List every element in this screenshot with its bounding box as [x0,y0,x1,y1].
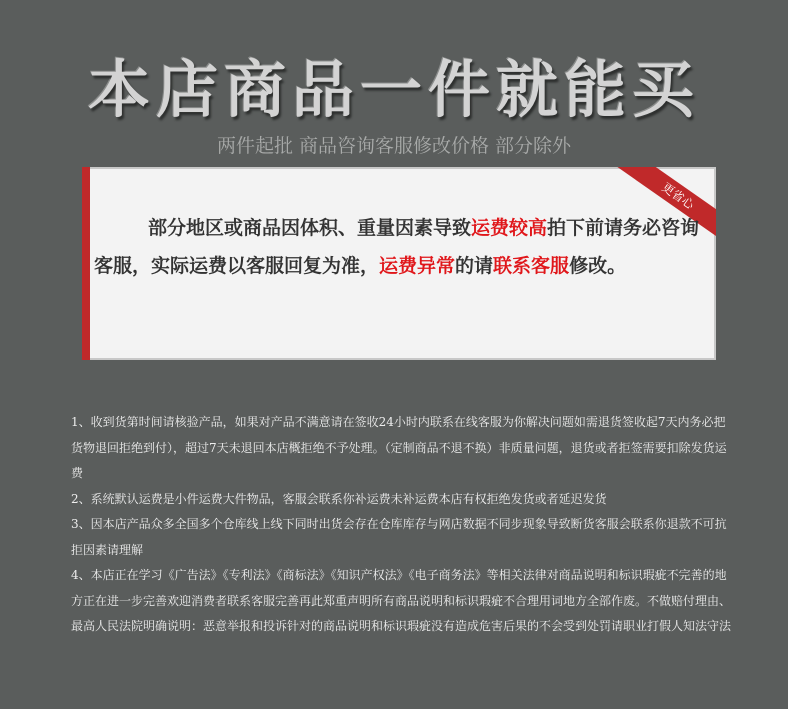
corner-badge: 更省心 [614,167,716,245]
terms-item: 3、因本店产品众多全国多个仓库线上线下同时出货会存在仓库库存与网店数据不同步现象导致断货客服会联系你退款不可抗拒因素请理解 [71,517,727,557]
shipping-notice-box [82,167,716,360]
terms-item: 2、系统默认运费是小件运费大件物品，客服会联系你补运费未补运费本店有权拒绝发货或者延迟发货 [71,491,607,506]
notice-text-segment: 修改。 [569,255,627,277]
highlight-high-shipping: 运费较高 [471,217,548,239]
terms-item: 4、本店正在学习《广告法》《专利法》《商标法》《知识产权法》《电子商务法》等相关法律对商品说明和标识瑕疵不完善的地方正在进一步完善欢迎消费者联系客服完善再此郑重声明所有商品说明和标识瑕疵不合理用词地方全部作废。不做赔付理由、最高人民法院明确说明：恶意举报和投诉针对的商品说明和标识瑕疵没有造成危害后果的不会受到处罚请职业打假人知法守法 [71,568,732,633]
notice-text-segment: 拍下前请务必咨询客服，实际运费以客服回复为准， [94,217,700,277]
highlight-abnormal-shipping: 运费异常 [379,255,456,277]
terms-item: 1、收到货第时间请核验产品，如果对产品不满意请在签收24小时内联系在线客服为你解决问题如需退货签收起7天内务必把货物退回拒绝到付），超过7天未退回本店概拒绝不予处理。（定制商品不退不换）非质量问题，退货或者拒签需要扣除发货运费 [71,415,727,480]
store-terms [71,410,731,640]
notice-text-segment: 的请 [455,255,494,277]
page-title: 本店商品一件就能买 [87,53,700,126]
notice-text-segment: 部分地区或商品因体积、重量因素导致 [148,217,472,239]
page-subtitle: 两件起批 商品咨询客服修改价格 部分除外 [216,135,572,157]
highlight-contact-service: 联系客服 [493,255,570,277]
shipping-notice-text [94,209,706,285]
